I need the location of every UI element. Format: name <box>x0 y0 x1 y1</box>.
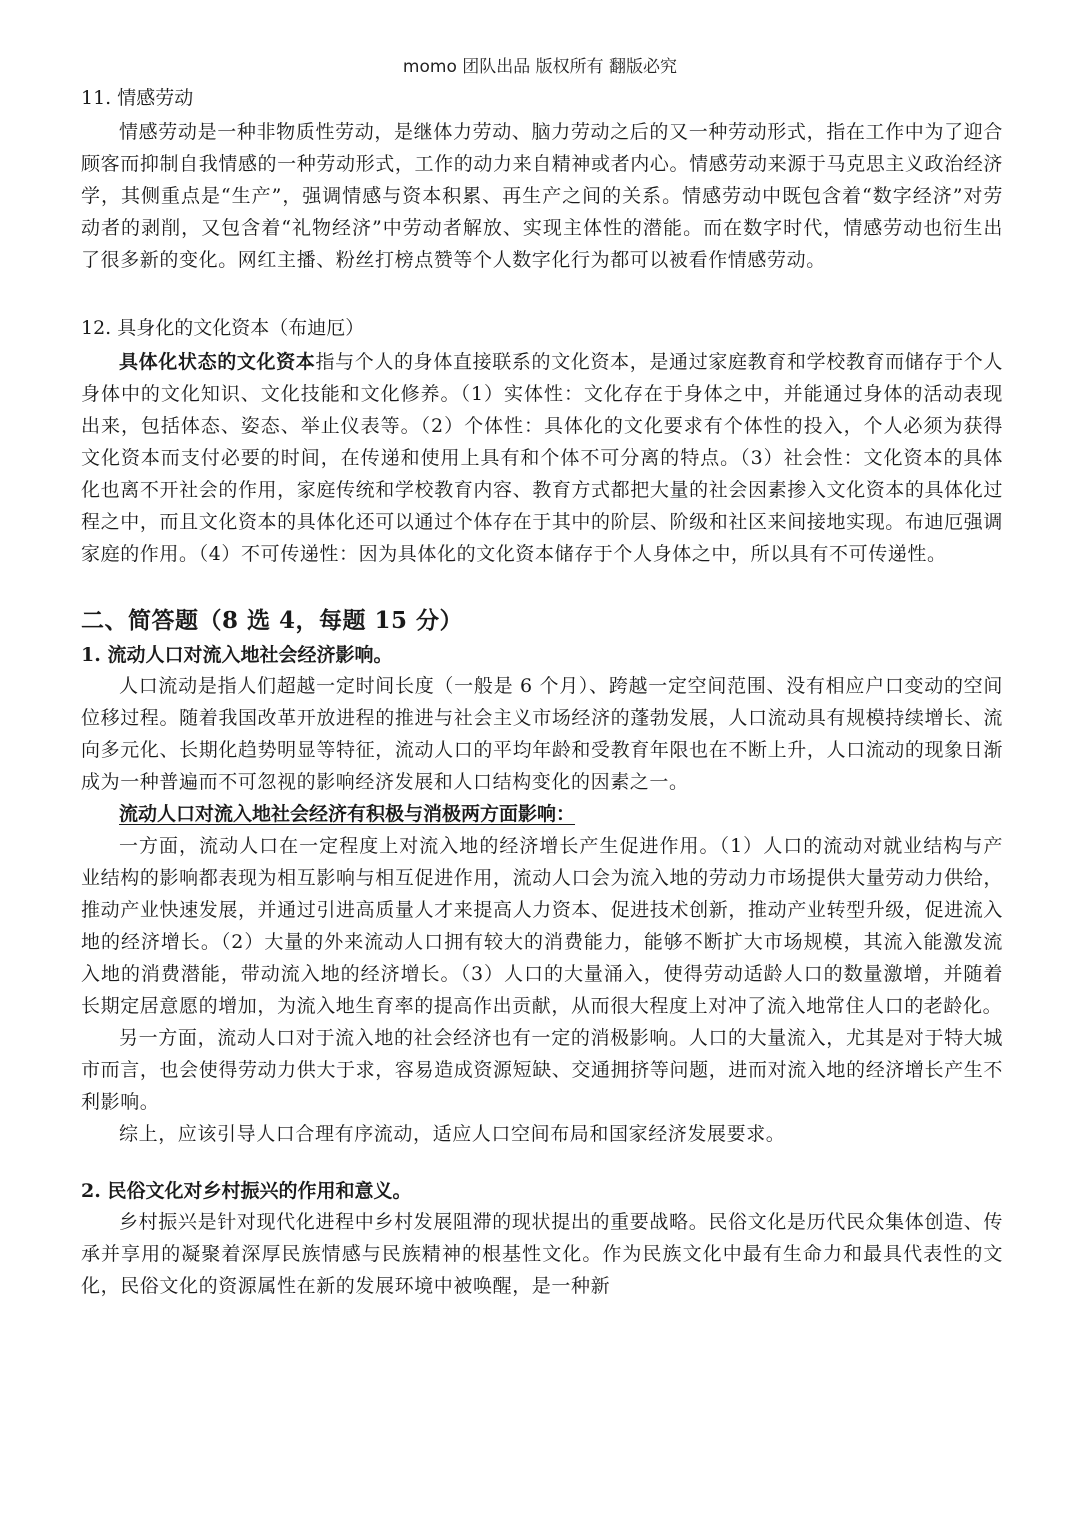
page-header: momo 团队出品 版权所有 翻版必究 <box>402 57 678 77</box>
section-11 <box>81 84 1003 276</box>
part-2-title: 二、简答题（8 选 4，每题 15 分） <box>81 607 464 634</box>
section-12-text: 指与个人的身体直接联系的文化资本，是通过家庭教育和学校教育而储存于个人身体中的文化知识、文化技能和文化修养。（1）实体性：文化存在于身体之中，并能通过身体的活动表现出来，包括体态、姿态、举止仪表等。（2）个体性：具体化的文化要求有个体性的投入，个人必须为获得文化资本而支付必要的时间，在传递和使用上具有和个体不可分离的特点。（3）社会性：文化资本的具体化也离不开社会的作用，家庭传统和学校教育内容、教育方式都把大量的社会因素掺入文化资本的具体化过程之中，而且文化资本的具体化还可以通过个体存在于其中的阶层、阶级和社区来间接地实现。布迪厄强调家庭的作用。（4）不可传递性：因为具体化的文化资本储存于个人身体之中，所以具有不可传递性。 <box>81 351 1003 565</box>
document-body <box>81 84 1003 1302</box>
section-12-title: 12. 具身化的文化资本（布迪厄） <box>81 317 365 339</box>
question-1-para-4: 综上，应该引导人口合理有序流动，适应人口空间布局和国家经济发展要求。 <box>119 1123 786 1145</box>
question-2 <box>81 1176 1003 1302</box>
section-12 <box>81 314 1003 570</box>
question-1-para-2: 一方面，流动人口在一定程度上对流入地的经济增长产生促进作用。（1）人口的流动对就业结构与产业结构的影响都表现为相互影响与相互促进作用，流动人口会为流入地的劳动力市场提供大量劳动力供给，推动产业快速发展，并通过引进高质量人才来提高人力资本、促进技术创新，推动产业转型升级，促进流入地的经济增长。（2）大量的外来流动人口拥有较大的消费能力，能够不断扩大市场规模，其流入能激发流入地的消费潜能，带动流入地的经济增长。（3）人口的大量涌入，使得劳动适龄人口的数量激增，并随着长期定居意愿的增加，为流入地生育率的提高作出贡献，从而很大程度上对冲了流入地常住人口的老龄化。 <box>81 835 1003 1017</box>
question-2-para-1: 乡村振兴是针对现代化进程中乡村发展阻滞的现状提出的重要战略。民俗文化是历代民众集体创造、传承并享用的凝聚着深厚民族情感与民族精神的根基性文化。作为民族文化中最有生命力和最具代表性的文化，民俗文化的资源属性在新的发展环境中被唤醒，是一种新 <box>81 1211 1003 1297</box>
part-2 <box>81 604 1003 638</box>
section-11-body: 情感劳动是一种非物质性劳动，是继体力劳动、脑力劳动之后的又一种劳动形式，指在工作中为了迎合顾客而抑制自我情感的一种劳动形式，工作的动力来自精神或者内心。情感劳动来源于马克思主义政治经济学，其侧重点是“生产”，强调情感与资本积累、再生产之间的关系。情感劳动中既包含着“数字经济”对劳动者的剥削，又包含着“礼物经济”中劳动者解放、实现主体性的潜能。而在数字时代，情感劳动也衍生出了很多新的变化。网红主播、粉丝打榜点赞等个人数字化行为都可以被看作情感劳动。 <box>81 121 1003 271</box>
section-11-title: 11. 情感劳动 <box>81 87 194 109</box>
question-2-title: 2. 民俗文化对乡村振兴的作用和意义。 <box>81 1180 412 1202</box>
question-1-subhead: 流动人口对流入地社会经济有积极与消极两方面影响： <box>119 803 576 825</box>
question-1-para-1: 人口流动是指人们超越一定时间长度（一般是 6 个月）、跨越一定空间范围、没有相应户口变动的空间位移过程。随着我国改革开放进程的推进与社会主义市场经济的蓬勃发展，人口流动具有规模持续增长、流向多元化、长期化趋势明显等特征，流动人口的平均年龄和受教育年限也在不断上升，人口流动的现象日渐成为一种普遍而不可忽视的影响经济发展和人口结构变化的因素之一。 <box>81 675 1003 793</box>
section-12-lead: 具体化状态的文化资本 <box>119 351 316 373</box>
question-1-title: 1. 流动人口对流入地社会经济影响。 <box>81 644 393 666</box>
question-1 <box>81 640 1003 1150</box>
question-1-para-3: 另一方面，流动人口对于流入地的社会经济也有一定的消极影响。人口的大量流入，尤其是对于特大城市而言，也会使得劳动力供大于求，容易造成资源短缺、交通拥挤等问题，进而对流入地的经济增长产生不利影响。 <box>81 1027 1003 1113</box>
section-12-body <box>81 346 1003 570</box>
